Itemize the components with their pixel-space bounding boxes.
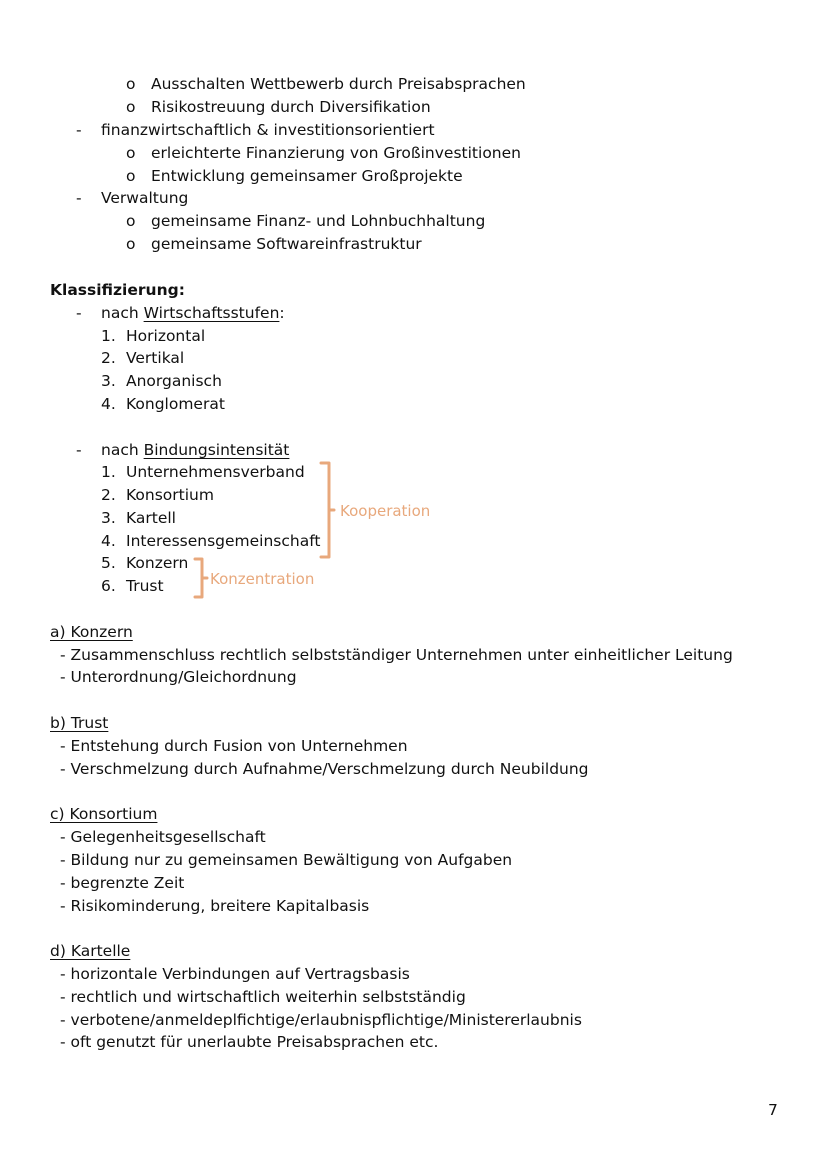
list-item: Vertikal: [126, 349, 185, 367]
section-item: - Unterordnung/Gleichordnung: [60, 668, 297, 686]
list-heading: Verwaltung: [101, 189, 189, 207]
section-title-konzern: a) Konzern: [50, 623, 133, 641]
list-number: 3.: [101, 372, 116, 390]
section-item: - Entstehung durch Fusion von Unternehmen: [60, 737, 408, 755]
section-title-kartelle: d) Kartelle: [50, 942, 131, 960]
bullet-marker: o: [126, 167, 136, 185]
bullet-marker: o: [126, 98, 136, 116]
list-number: 4.: [101, 532, 116, 550]
section-title-konsortium: c) Konsortium: [50, 805, 158, 823]
list-item: Kartell: [126, 509, 176, 527]
list-item: Konzern: [126, 554, 189, 572]
bullet-text: erleichterte Finanzierung von Großinvestitionen: [151, 144, 521, 162]
list-number: 2.: [101, 349, 116, 367]
bullet-text: Risikostreuung durch Diversifikation: [151, 98, 431, 116]
section-item: - Risikominderung, breitere Kapitalbasis: [60, 897, 370, 915]
list-number: 3.: [101, 509, 116, 527]
list-item: Trust: [126, 577, 164, 595]
dash-marker: -: [76, 304, 82, 322]
bullet-marker: o: [126, 235, 136, 253]
kooperation-label: Kooperation: [340, 502, 431, 520]
group-term: Wirtschaftsstufen: [143, 304, 280, 322]
group-prefix: nach: [101, 441, 144, 459]
list-number: 1.: [101, 327, 116, 345]
section-item: - rechtlich und wirtschaftlich weiterhin selbstständig: [60, 988, 466, 1006]
dash-marker: -: [76, 121, 82, 139]
konzentration-label: Konzentration: [210, 570, 315, 588]
section-title-trust: b) Trust: [50, 714, 109, 732]
list-number: 5.: [101, 554, 116, 572]
section-item: - Zusammenschluss rechtlich selbstständiger Unternehmen unter einheitlicher Leitung: [60, 646, 733, 664]
list-number: 2.: [101, 486, 116, 504]
list-number: 4.: [101, 395, 116, 413]
group-heading-bindungsintensitaet: [101, 440, 289, 460]
list-item: Interessensgemeinschaft: [126, 532, 321, 550]
section-item: - oft genutzt für unerlaubte Preisabsprachen etc.: [60, 1033, 439, 1051]
list-number: 1.: [101, 463, 116, 481]
bullet-marker: o: [126, 144, 136, 162]
section-heading: Klassifizierung:: [50, 281, 185, 299]
group-prefix: nach: [101, 304, 144, 322]
konzentration-bracket-icon: [192, 556, 212, 601]
bullet-text: Entwicklung gemeinsamer Großprojekte: [151, 167, 463, 185]
section-item: - begrenzte Zeit: [60, 874, 185, 892]
group-term: Bindungsintensität: [143, 441, 290, 459]
page-number: 7: [768, 1101, 778, 1119]
list-item: Konglomerat: [126, 395, 225, 413]
section-item: - horizontale Verbindungen auf Vertragsbasis: [60, 965, 410, 983]
list-item: Konsortium: [126, 486, 214, 504]
group-suffix: :: [279, 304, 285, 322]
bullet-text: gemeinsame Softwareinfrastruktur: [151, 235, 422, 253]
list-item: Horizontal: [126, 327, 206, 345]
section-item: - Verschmelzung durch Aufnahme/Verschmelzung durch Neubildung: [60, 760, 589, 778]
list-heading: finanzwirtschaftlich & investitionsorientiert: [101, 121, 435, 139]
bullet-marker: o: [126, 212, 136, 230]
bullet-marker: o: [126, 75, 136, 93]
dash-marker: -: [76, 189, 82, 207]
group-heading-wirtschaftsstufen: [101, 303, 285, 323]
bullet-text: gemeinsame Finanz- und Lohnbuchhaltung: [151, 212, 486, 230]
list-item: Anorganisch: [126, 372, 222, 390]
list-number: 6.: [101, 577, 116, 595]
section-item: - Bildung nur zu gemeinsamen Bewältigung von Aufgaben: [60, 851, 513, 869]
bullet-text: Ausschalten Wettbewerb durch Preisabsprachen: [151, 75, 526, 93]
section-item: - Gelegenheitsgesellschaft: [60, 828, 266, 846]
kooperation-bracket-icon: [318, 460, 338, 560]
dash-marker: -: [76, 441, 82, 459]
list-item: Unternehmensverband: [126, 463, 305, 481]
section-item: - verbotene/anmeldeplfichtige/erlaubnispflichtige/Ministererlaubnis: [60, 1011, 582, 1029]
